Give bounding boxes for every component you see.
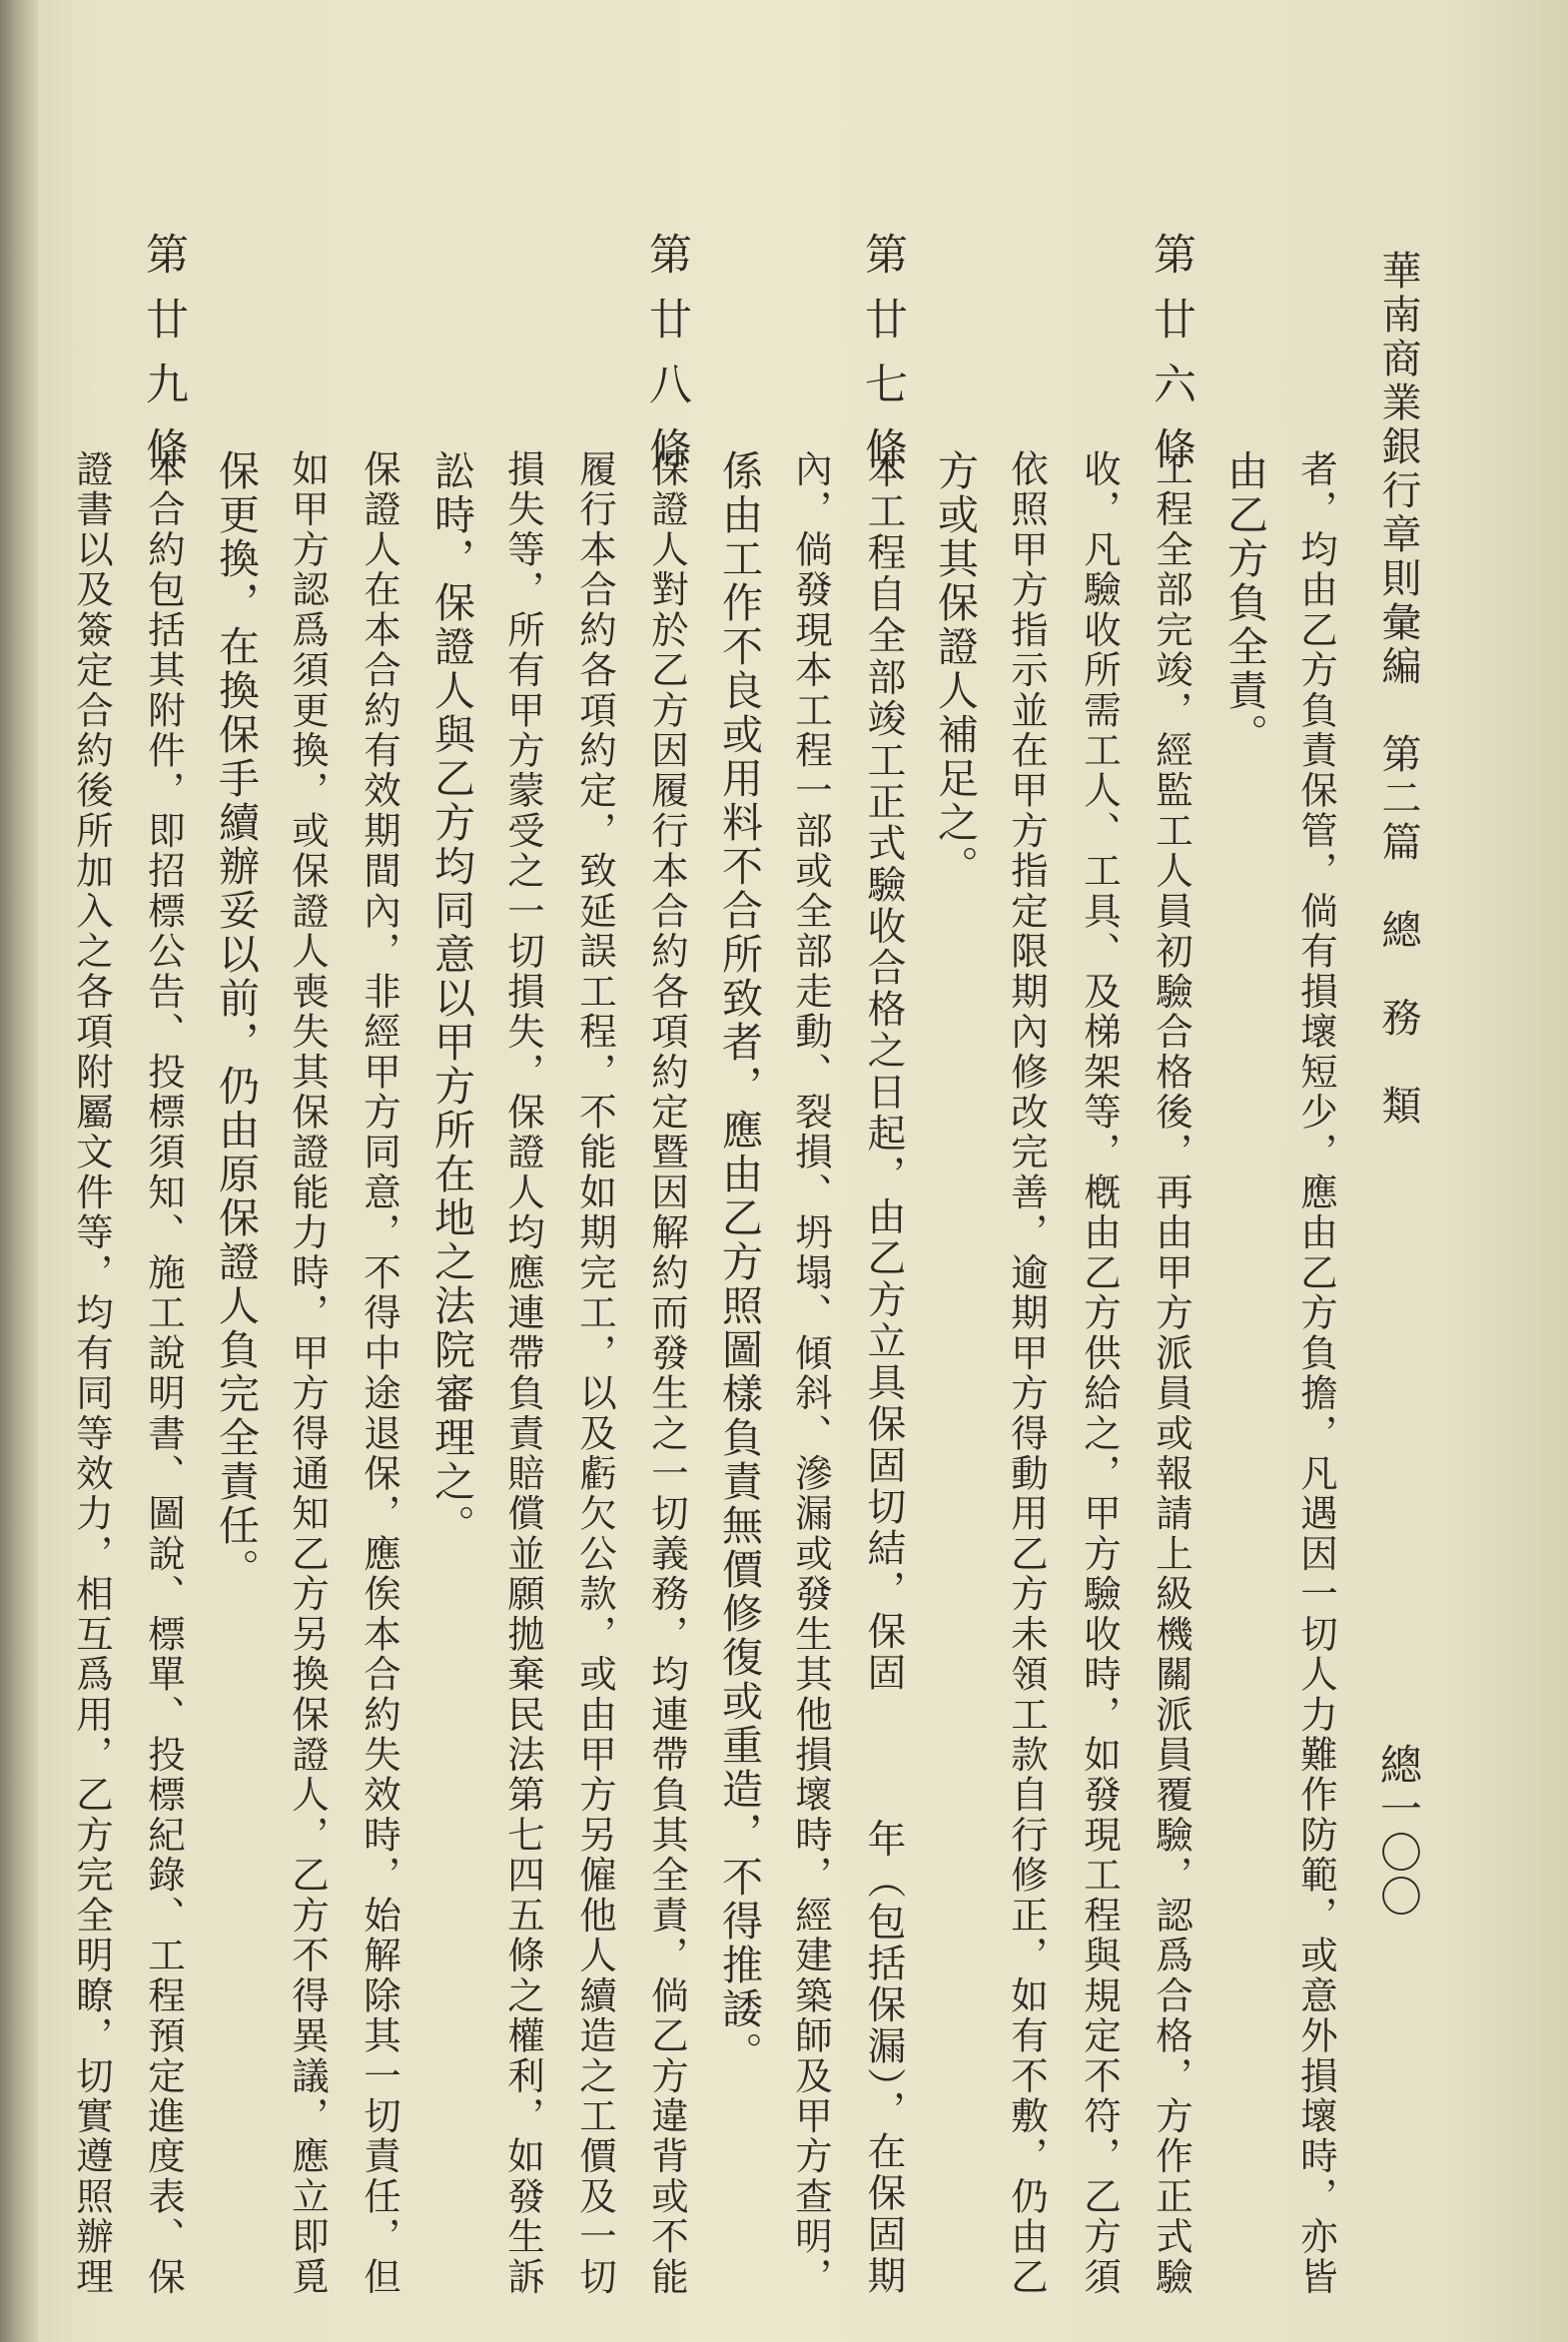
running-header-title: 華南商業銀行章則彙編 第二篇 總 務 類 (1375, 250, 1421, 1129)
binding-shadow (0, 0, 38, 2342)
text-line: 保更換，在換保手續辦妥以前，仍由原保證人負完全責任。 (212, 449, 260, 1592)
text-line: 係由工作不良或用料不合所致者，應由乙方照圖樣負責無價修復或重造，不得推諉。 (715, 449, 763, 2075)
text-line: 內，倘發現本工程一部或全部走動、裂損、坍塌、傾斜、滲漏或發生其他損壞時，經建築師及甲方查明， (789, 449, 833, 2298)
article-label-28: 第廿八條 (642, 232, 692, 491)
text-line: 由乙方負全責。 (1220, 449, 1268, 757)
text-line: 訟時，保證人與乙方均同意以甲方所在地之法院審理之。 (427, 449, 475, 1548)
article-label-27: 第廿七條 (858, 232, 908, 491)
page-number: 總一〇〇 (1374, 1743, 1423, 1919)
text-line: 方或其保證人補足之。 (931, 449, 979, 889)
text-line: 本工程自全部竣工正式驗收合格之日起，由乙方立具保固切結，保固 年（包括保漏），在保固期 (861, 449, 906, 2297)
text-line: 依照甲方指示並在甲方指定限期內修改完善，逾期甲方得動用乙方未領工款自行修正，如有不敷，仍由乙 (1005, 449, 1049, 2298)
article-label-26: 第廿六條 (1147, 232, 1196, 491)
text-line: 如甲方認爲須更換，或保證人喪失其保證能力時，甲方得通知乙方另換保證人，乙方不得異議，應立即覓 (286, 449, 330, 2298)
article-label-29: 第廿九條 (139, 232, 189, 491)
text-line: 證書以及簽定合約後所加入之各項附屬文件等，均有同等效力，相互爲用，乙方完全明瞭，切實遵照辦理 (70, 449, 114, 2298)
text-line: 本合約包括其附件，即招標公告、投標須知、施工說明書、圖說、標單、投標紀錄、工程預定進度表、保 (142, 449, 186, 2298)
text-line: 收，凡驗收所需工人、工具、及梯架等，槪由乙方供給之，甲方驗收時，如發現工程與規定不符，乙方須 (1078, 449, 1122, 2298)
text-line: 工程全部完竣，經監工人員初驗合格後，再由甲方派員或報請上級機關派員覆驗，認爲合格，方作正式驗 (1150, 449, 1193, 2298)
text-line: 損失等，所有甲方蒙受之一切損失，保證人均應連帶負責賠償並願拋棄民法第七四五條之權利，如發生訴 (501, 449, 545, 2298)
text-line: 保證人在本合約有效期間內，非經甲方同意，不得中途退保，應俟本合約失效時，始解除其一切責任，但 (358, 449, 401, 2298)
text-line: 保證人對於乙方因履行本合約各項約定暨因解約而發生之一切義務，均連帶負其全責，倘乙方違背或不能 (645, 449, 689, 2298)
text-line: 履行本合約各項約定，致延誤工程，不能如期完工，以及虧欠公款，或由甲方另僱他人續造之工價及一切 (573, 449, 617, 2298)
text-line: 者，均由乙方負責保管，倘有損壞短少，應由乙方負擔，凡遇因一切人力難作防範，或意外損壞時，亦皆 (1294, 449, 1338, 2298)
